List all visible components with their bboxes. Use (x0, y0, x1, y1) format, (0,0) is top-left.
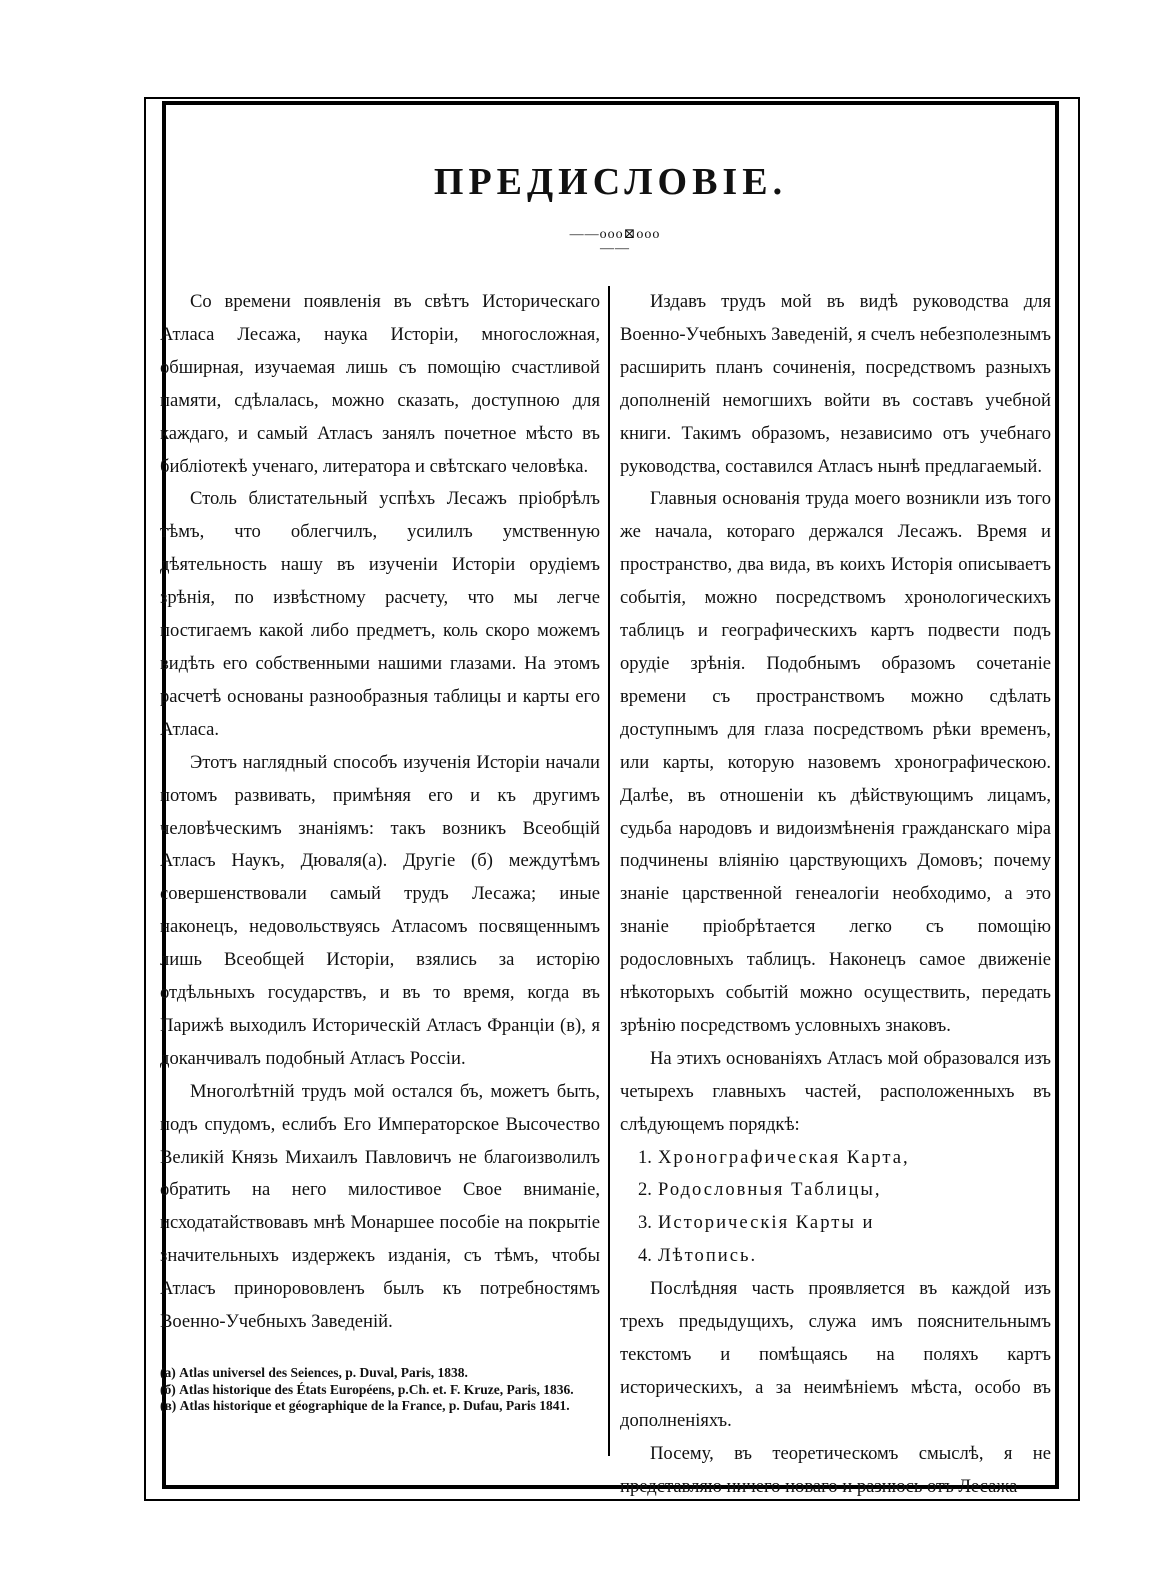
footnote: (б) Atlas historique des États Européens, p.Ch. et. F. Kruze, Paris, 1836. (160, 1381, 574, 1397)
left-column (160, 286, 600, 1339)
list-item: 1. Хронографическая Карта, (638, 1146, 910, 1168)
list-item: 3. Историческія Карты и (638, 1212, 875, 1234)
page-title: ПРЕДИСЛОВІЕ. (433, 161, 788, 203)
paragraph: Посему, въ теоретическомъ смыслѣ, я не представляю ничего новаго и разнюсь отъ Лесажа (620, 1442, 1051, 1497)
paragraph: Главныя основанія труда моего возникли изъ того же начала, котораго держался Лесажъ. Время и пространство, два вида, въ коихъ Исторія описываетъ событія, можно посредствомъ хронологическихъ таблицъ и географическихъ картъ подвести подъ орудіе зрѣнія. Подобнымъ образомъ сочетаніе времени съ пространствомъ можно сдѣлать доступнымъ для глаза посредствомъ рѣки временъ, или карты, которую назовемъ хронографическою. Далѣе, въ отношеніи къ дѣйствующимъ лицамъ, судьба народовъ и видоизмѣненія гражданскаго міра подчинены вліянію царствующихъ Домовъ; почему знаніе царственной генеалогіи необходимо, а это знаніе пріобрѣтается легко съ помощію родословныхъ таблицъ. Наконецъ самое движеніе нѣкоторыхъ событій можно осуществить, передать зрѣнію посредствомъ условныхъ знаковъ. (620, 488, 1051, 1036)
right-column (620, 286, 1051, 1504)
column-divider (608, 286, 610, 1456)
paragraph: На этихъ основаніяхъ Атласъ мой образовался изъ четырехъ главныхъ частей, расположенныхъ въ слѣдующемъ порядкѣ: (620, 1047, 1051, 1135)
paragraph: Многолѣтній трудъ мой остался бъ, можетъ быть, подъ спудомъ, еслибъ Его Императорское Высочество Великій Князь Михаилъ Павловичъ не благоизволилъ обратить на него милостивое Свое вниманіе, исходатайствовавъ мнѣ Монаршее пособіе на покрытіе значительныхъ издержекъ изданія, съ тѣмъ, чтобы Атласъ принорововленъ былъ къ потребностямъ Военно-Учебныхъ Заведеній. (160, 1080, 600, 1333)
list-item: 2. Родословныя Таблицы, (638, 1179, 882, 1201)
paragraph: Со времени появленія въ свѣтъ Историческаго Атласа Лесажа, наука Исторіи, многосложная, обширная, изучаемая лишь съ помощію счастливой памяти, сдѣлалась, можно сказать, доступною для каждаго, и самый Атласъ занялъ почетное мѣсто въ библіотекѣ ученаго, литератора и свѣтскаго человѣка. (160, 291, 600, 477)
paragraph: Послѣдняя часть проявляется въ каждой изъ трехъ предыдущихъ, служа имъ пояснительнымъ текстомъ и помѣщаясь на поляхъ картъ историческихъ, а за неимѣніемъ мѣста, особо въ дополненіяхъ. (620, 1278, 1051, 1431)
title-ornament: ——ooo⊠ooo—— (569, 227, 661, 256)
parts-list (620, 1142, 1051, 1274)
footnote: (в) Atlas historique et géographique de la France, p. Dufau, Paris 1841. (160, 1398, 570, 1413)
paragraph: Издавъ трудъ мой въ видѣ руководства для Военно-Учебныхъ Заведеній, я счелъ небезполезнымъ расширить планъ сочиненія, посредствомъ разныхъ дополненій немогшихъ войти въ составъ учебной книги. Такимъ образомъ, независимо отъ учебнаго руководства, составился Атласъ нынѣ предлагаемый. (620, 291, 1051, 477)
footnotes (160, 1365, 600, 1415)
footnote: (а) Atlas universel des Seiences, p. Duval, Paris, 1838. (160, 1365, 468, 1380)
list-item: 4. Лѣтопись. (638, 1245, 758, 1267)
paragraph: Этотъ наглядный способъ изученія Исторіи начали потомъ развивать, примѣняя его и къ другимъ человѣческимъ знаніямъ: такъ возникъ Всеобщій Атласъ Наукъ, Дюваля(а). Другіе (б) междутѣмъ совершенствовали самый трудъ Лесажа; иные наконецъ, недовольствуясь Атласомъ посвященнымъ лишь Всеобщей Исторіи, взялись за исторію отдѣльныхъ государствъ, и въ то время, когда въ Парижѣ выходилъ Историческій Атласъ Франціи (в), я доканчивалъ подобный Атласъ Россіи. (160, 751, 600, 1069)
paragraph: Столь блистательный успѣхъ Лесажъ пріобрѣлъ тѣмъ, что облегчилъ, усилилъ умственную дѣятельность нашу въ изученіи Исторіи орудіемъ зрѣнія, по извѣстному расчету, что мы легче постигаемъ какой либо предметъ, коль скоро можемъ видѣть его собственными нашими глазами. На этомъ расчетѣ основаны разнообразныя таблицы и карты его Атласа. (160, 488, 600, 740)
